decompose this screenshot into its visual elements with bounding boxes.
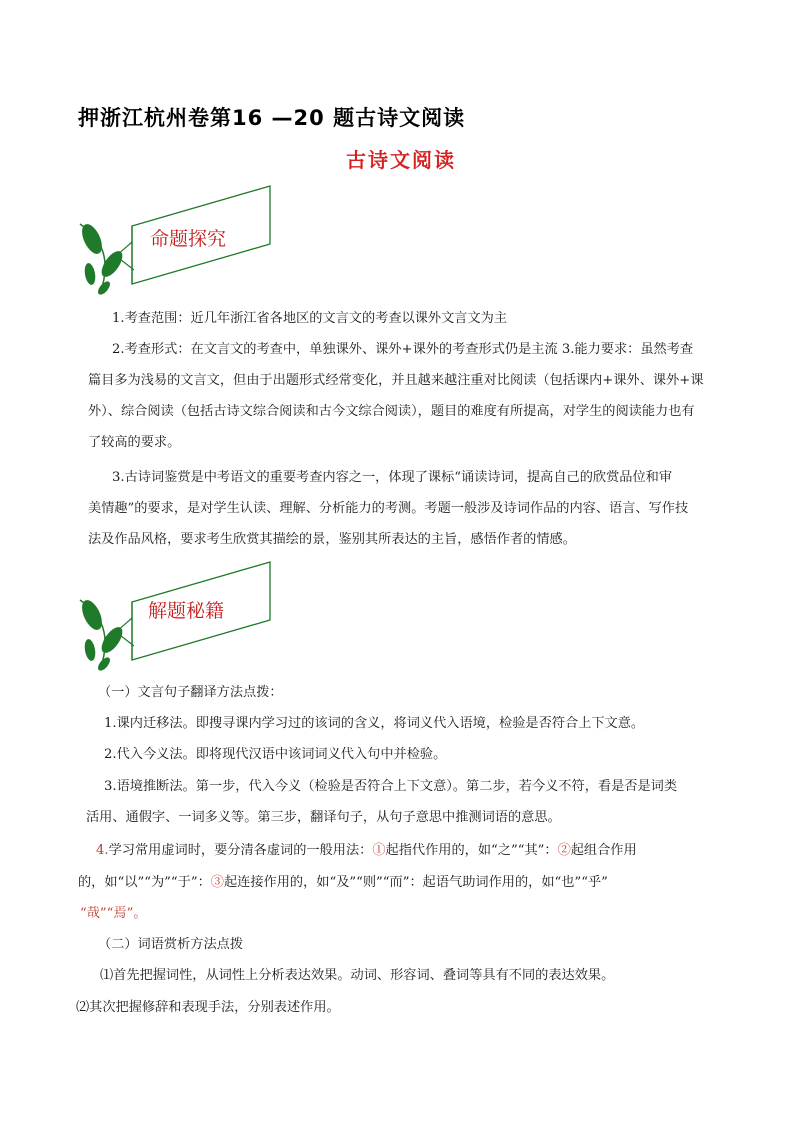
circled-number: ① — [372, 843, 386, 858]
section-banner-2 — [72, 560, 287, 675]
subsection-heading: （一）文言句子翻译方法点拨： — [98, 685, 283, 700]
paragraph-line: 2.代入今义法。即将现代汉语中该词词义代入句中并检验。 — [104, 747, 447, 762]
item-number: 4. — [96, 843, 109, 858]
paragraph-line: 2.考查形式：在文言文的考查中，单独课外、课外+课外的考查形式仍是主流 3.能力要求：虽然考查 — [112, 342, 694, 357]
paragraph-line: 法及作品风格，要求考生欣赏其描绘的景，鉴别其所表达的主旨，感悟作者的情感。 — [88, 532, 576, 547]
paragraph-line: 活用、通假字、一词多义等。第三步，翻译句子，从句子意思中推测词语的意思。 — [86, 810, 561, 825]
text-segment: 的，如“以”“为”“于”： — [78, 875, 211, 890]
paragraph-line: 外）、综合阅读（包括古诗文综合阅读和古今文综合阅读），题目的难度有所提高，对学生的阅读能力也有 — [88, 404, 695, 419]
text-segment: 起连接作用的，如“及”“则”“而”：起语气助词作用的，如“也”“乎” — [223, 875, 608, 890]
paragraph-line: 美情趣”的要求，是对学生认读、理解、分析能力的考测。考题一般涉及诗词作品的内容、语言、写作技 — [88, 501, 689, 516]
sub-title: 古诗文阅读 — [346, 148, 456, 172]
section-banner-1 — [72, 184, 287, 299]
banner-label-2: 解题秘籍 — [148, 600, 225, 622]
paragraph-line — [78, 868, 608, 898]
text-segment: 起组合作用 — [570, 843, 637, 858]
paragraph-line: 了较高的要求。 — [88, 435, 181, 450]
paragraph-line: 3.语境推断法。第一步，代入今义（检验是否符合上下文意）。第二步，若今义不符，看是否是词类 — [104, 779, 678, 794]
text-segment: 起指代作用的，如“之”“其”： — [385, 843, 558, 858]
paragraph-line: 1.课内迁移法。即搜寻课内学习过的该词的含义，将词义代入语境，检验是否符合上下文意。 — [104, 716, 645, 731]
paragraph-line: ⑴首先把握词性，从词性上分析表达效果。动词、形容词、叠词等具有不同的表达效果。 — [100, 968, 615, 983]
paragraph-line: 3.古诗词鉴赏是中考语文的重要考查内容之一，体现了课标“诵读诗词，提高自己的欣赏品位和审 — [112, 470, 673, 485]
paragraph-line: 1.考查范围：近几年浙江省各地区的文言文的考查以课外文言文为主 — [112, 311, 508, 326]
paragraph-line — [96, 836, 637, 866]
circled-number: ③ — [210, 875, 224, 890]
paragraph-line: ⑵其次把握修辞和表现手法，分别表述作用。 — [76, 1000, 340, 1015]
circled-number: ② — [557, 843, 571, 858]
paragraph-line: 篇目多为浅易的文言文，但由于出题形式经常变化，并且越来越注重对比阅读（包括课内+课外、课外+课 — [88, 373, 704, 388]
paragraph-line: “哉”“焉”。 — [80, 906, 147, 921]
subsection-heading: （二）词语赏析方法点拨 — [98, 937, 244, 952]
banner-label-1: 命题探究 — [150, 228, 227, 250]
text-segment: 学习常用虚词时，要分清各虚词的一般用法： — [108, 843, 373, 858]
main-title: 押浙江杭州卷第16 —20 题古诗文阅读 — [78, 106, 466, 130]
